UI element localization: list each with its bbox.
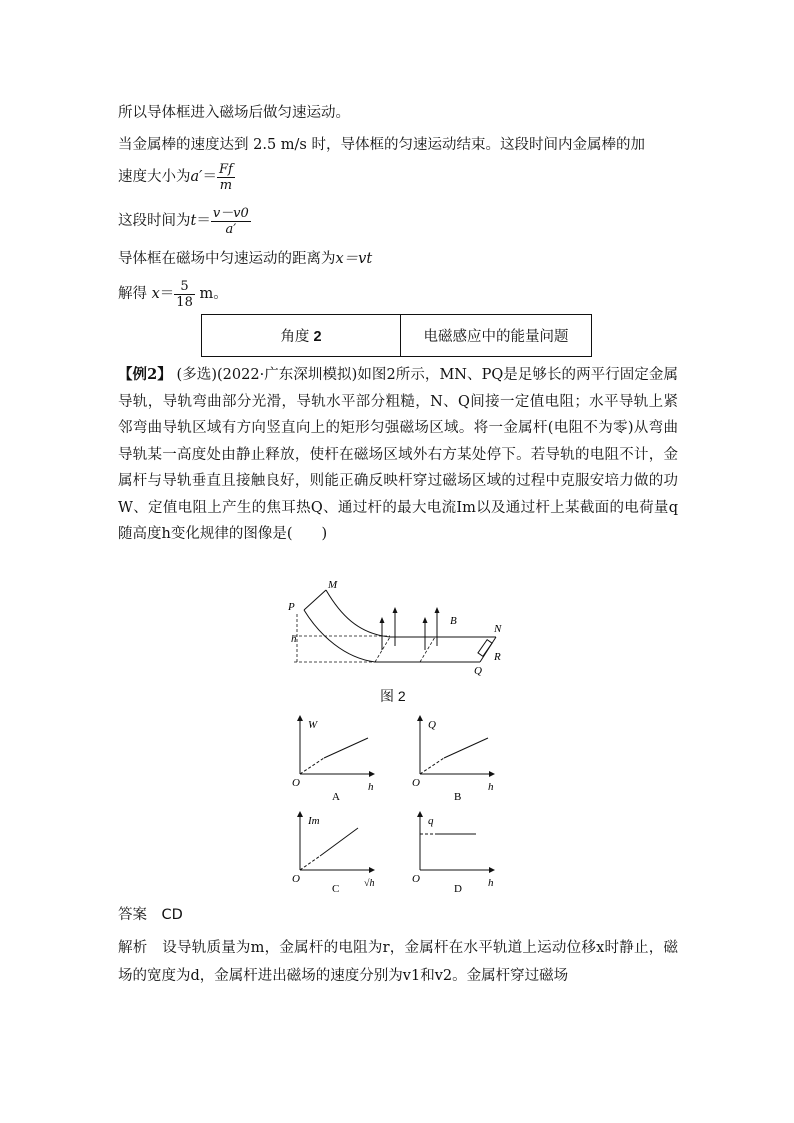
option-b-origin: O [412, 777, 420, 789]
fraction-result [174, 279, 195, 310]
analysis-text: 设导轨质量为m，金属杆的电阻为r，金属杆在水平轨道上运动位移x时静止，磁场的宽度为d，金属杆进出磁场的速度分别为v1和v2。金属杆穿过磁场 [118, 940, 679, 984]
field-right-edge [420, 637, 435, 662]
x-symbol: x [151, 286, 160, 302]
solution-line-1 [118, 102, 350, 124]
fraction-time [211, 206, 251, 237]
label-h: h [291, 633, 297, 645]
line-2-text-a: 当金属棒的速度达到 [118, 137, 249, 153]
label-b: B [450, 615, 457, 627]
option-d-graph [412, 814, 494, 894]
arrow-head [393, 607, 398, 613]
option-c-graph [292, 814, 375, 894]
fraction-numerator: Ff [218, 161, 233, 177]
fraction-numerator: v－v0 [212, 205, 249, 221]
angle-heading-table [201, 314, 592, 357]
line-6-text: 解得 [118, 286, 147, 302]
option-a-graph [292, 718, 374, 803]
line-2-text-b: 时，导体框的匀速运动结束。这段时间内金属棒的加 [311, 137, 645, 153]
line-4-text: 这段时间为 [118, 213, 191, 229]
label-q: Q [474, 665, 482, 677]
solution-line-2 [118, 134, 645, 156]
accel-symbol: a′ [190, 169, 203, 185]
magnetic-field-arrows [382, 610, 437, 650]
equals-sign: ＝ [159, 286, 175, 302]
analysis-paragraph [118, 934, 678, 990]
fraction-ff-over-m [217, 162, 235, 193]
option-d-origin: O [412, 873, 420, 885]
option-c-x-label: √h [364, 878, 375, 889]
option-a-origin: O [292, 777, 300, 789]
solution-line-6 [118, 274, 228, 314]
angle-label-cell [202, 315, 401, 357]
option-b-x-label: h [488, 781, 494, 793]
equals-sign: ＝ [196, 213, 211, 229]
example-text: (多选)(2022·广东深圳模拟)如图2所示，MN、PQ是足够长的两平行固定金属导轨，导轨弯曲部分光滑，导轨水平部分粗糙，N、Q间接一定值电阻；水平导轨上紧邻弯曲导轨区域有方向竖直向上的矩形匀强磁场区域。将一金属杆(电阻不为零)从弯曲导轨某一高度处由静止释放，使杆在磁场区域外右方某处停下。若导轨的电阻不计，金属杆与导轨垂直且接触良好，则能正确反映杆穿过磁场区域的过程中克服安培力做的功W、定值电阻上产生的焦耳热Q、通过杆的最大电流Im以及通过杆上某截面的电荷量q随高度h变化规律的图像是( ) [118, 367, 678, 542]
arrow-head [423, 617, 428, 623]
solution-line-5 [118, 248, 372, 270]
option-b-graph [412, 718, 494, 803]
option-b-letter: B [454, 791, 462, 803]
option-a-letter: A [332, 791, 340, 803]
label-r: R [494, 651, 501, 663]
fraction-denominator: m [219, 177, 233, 193]
label-p: P [288, 601, 295, 613]
fraction-numerator: 5 [174, 279, 195, 295]
option-b-y-label: Q [428, 719, 436, 731]
figure-2-diagram [280, 576, 520, 680]
equals-sign: ＝ [202, 169, 217, 185]
angle-number: 2 [313, 329, 322, 345]
distance-expression: x＝vt [335, 251, 373, 267]
label-m: M [328, 579, 338, 591]
fraction-denominator: a′ [225, 221, 237, 237]
solution-line-4 [118, 202, 251, 240]
option-d-letter: D [454, 883, 462, 894]
option-d-x-label: h [488, 877, 494, 889]
answer-value: CD [161, 907, 183, 923]
answer-label: 答案 [118, 907, 147, 923]
label-n: N [494, 623, 502, 635]
option-c-origin: O [292, 873, 300, 885]
line-3-text: 速度大小为 [118, 169, 191, 185]
option-a-y-label: W [308, 719, 318, 731]
time-symbol: t [190, 213, 197, 229]
line-1-text: 所以导体框进入磁场后做匀速运动。 [118, 105, 350, 121]
example-heading: 【例2】 [118, 366, 172, 383]
angle-label: 角度 [280, 329, 310, 345]
analysis-label: 解析 [118, 940, 148, 956]
solution-line-3 [118, 158, 235, 196]
angle-topic: 电磁感应中的能量问题 [423, 329, 569, 345]
line-5-text: 导体框在磁场中匀速运动的距离为 [118, 251, 336, 267]
resistor-r [478, 640, 492, 657]
unit-text: m。 [199, 286, 228, 302]
option-d-y-label: q [428, 815, 434, 827]
rail-mn [326, 590, 496, 637]
example-2-paragraph [118, 362, 678, 548]
option-c-y-label: Im [308, 815, 320, 827]
speed-value: 2.5 m/s [253, 137, 307, 153]
option-graphs [280, 710, 520, 894]
arrow-head [435, 607, 440, 613]
fraction-denominator: 18 [176, 294, 193, 310]
angle-topic-cell [401, 315, 592, 357]
rod-top [304, 590, 326, 610]
option-c-letter: C [332, 883, 340, 894]
figure-caption: 图 2 [380, 688, 406, 704]
option-a-x-label: h [368, 781, 374, 793]
arrow-head [380, 617, 385, 623]
answer-line [118, 904, 183, 926]
